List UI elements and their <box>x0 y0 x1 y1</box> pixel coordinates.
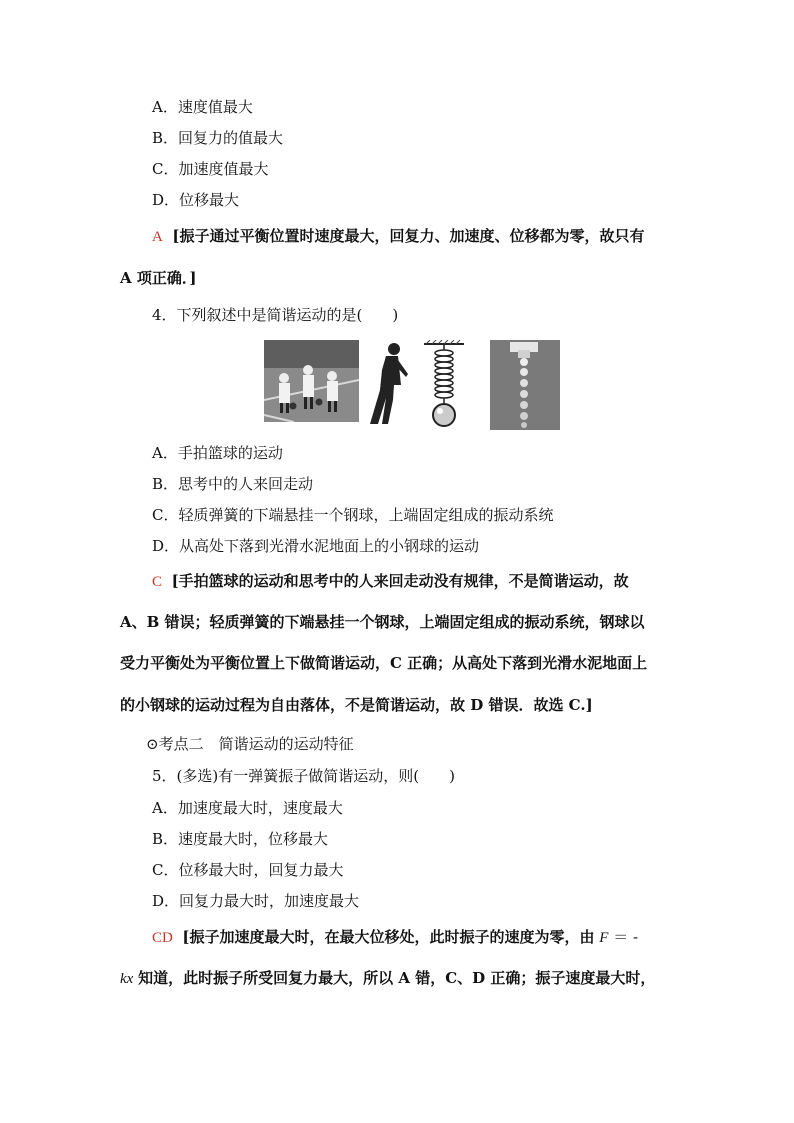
basketball-photo <box>264 340 359 422</box>
q4-option-a: A．手拍篮球的运动 <box>152 444 283 462</box>
q3-option-c: C．加速度值最大 <box>152 160 269 178</box>
q5-stem: 5．(多选)有一弹簧振子做简谐运动，则( ) <box>152 767 455 785</box>
q5-option-c: C．位移最大时，回复力最大 <box>152 861 344 879</box>
q4-answer: C <box>152 574 163 590</box>
q3-explanation-text: [振子通过平衡位置时速度最大，回复力、加速度、位移都为零，故只有 <box>172 227 645 245</box>
q4-option-c: C．轻质弹簧的下端悬挂一个钢球，上端固定组成的振动系统 <box>152 506 554 524</box>
q4-explanation-text: [手拍篮球的运动和思考中的人来回走动没有规律，不是简谐运动，故 <box>171 572 629 590</box>
spring-ball-figure <box>422 340 466 430</box>
q5-formula-equals: ＝ - <box>613 928 639 946</box>
q3-option-a: A．速度值最大 <box>152 98 253 116</box>
q3-explanation-line2: A 项正确．] <box>120 269 197 287</box>
q3-explanation-line1 <box>152 226 645 247</box>
q3-answer: A <box>152 229 163 245</box>
q5-option-d: D．回复力最大时，加速度最大 <box>152 892 360 910</box>
q5-answer: CD <box>152 930 173 946</box>
q5-explanation-text-2: 知道，此时振子所受回复力最大，所以 A 错，C、D 正确；振子速度最大时， <box>138 969 656 987</box>
q5-explanation-text: [振子加速度最大时，在最大位移处，此时振子的速度为零，由 <box>182 928 595 946</box>
q5-option-b: B．速度最大时，位移最大 <box>152 830 329 848</box>
q4-option-d: D．从高处下落到光滑水泥地面上的小钢球的运动 <box>152 537 480 555</box>
q4-figures <box>264 340 564 432</box>
q4-stem: 4．下列叙述中是简谐运动的是( ) <box>152 306 399 324</box>
q5-explanation-line1 <box>152 927 638 948</box>
walking-person-figure <box>364 340 412 426</box>
q4-explanation-line1 <box>152 571 629 592</box>
section-heading: ⊙考点二 简谐运动的运动特征 <box>146 735 354 753</box>
q3-option-b: B．回复力的值最大 <box>152 129 284 147</box>
q3-option-d: D．位移最大 <box>152 191 240 209</box>
q4-explanation-line3: 受力平衡处为平衡位置上下做简谐运动，C 正确；从高处下落到光滑水泥地面上 <box>120 654 648 672</box>
q4-explanation-line4: 的小钢球的运动过程为自由落体，不是简谐运动，故 D 错误．故选 C.] <box>120 696 593 714</box>
q5-formula-force: F <box>599 930 609 946</box>
q5-explanation-line2 <box>120 968 655 989</box>
q5-option-a: A．加速度最大时，速度最大 <box>152 799 343 817</box>
q4-option-b: B．思考中的人来回走动 <box>152 475 314 493</box>
q4-explanation-line2: A、B 错误；轻质弹簧的下端悬挂一个钢球，上端固定组成的振动系统，钢球以 <box>120 613 645 631</box>
q5-formula-kx: kx <box>120 971 134 987</box>
falling-ball-photo <box>490 340 560 430</box>
